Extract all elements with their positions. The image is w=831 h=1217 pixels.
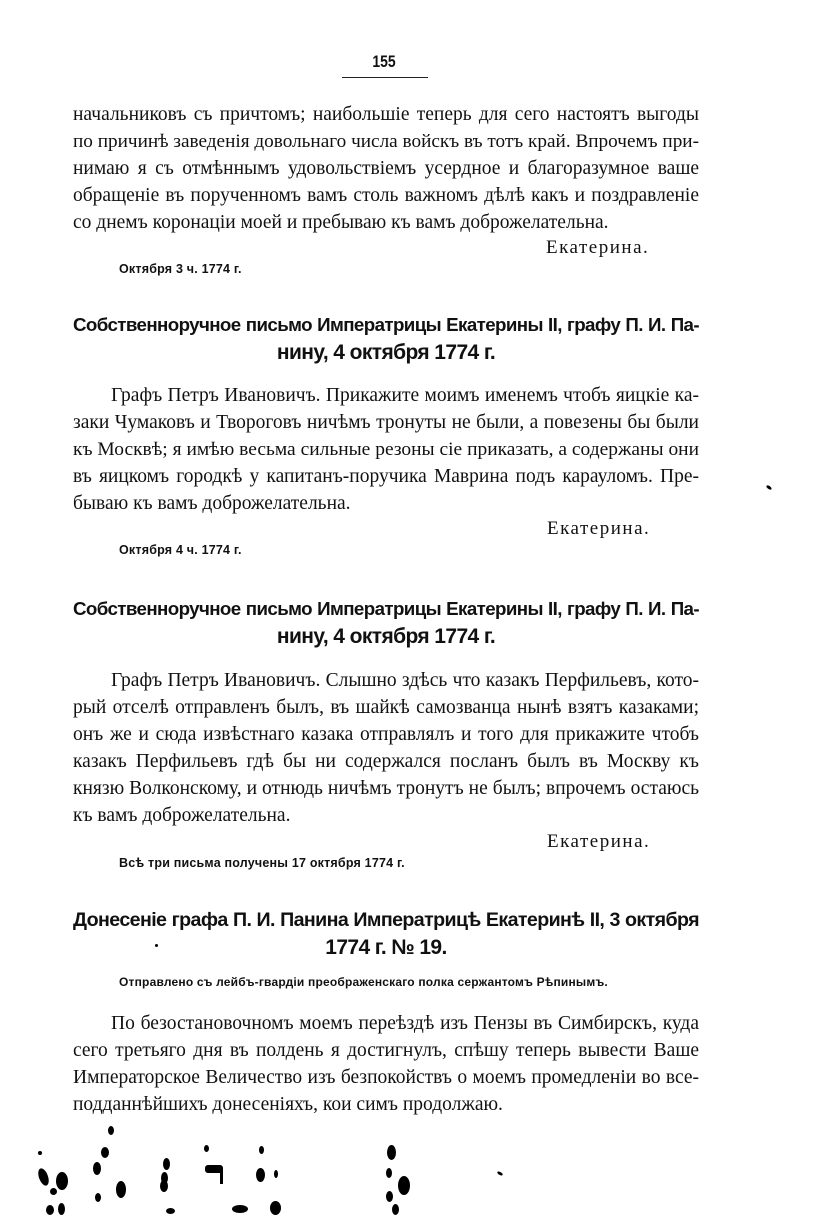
text-line: къ вамъ доброжелательна. — [73, 805, 291, 826]
ink-blot — [387, 1145, 396, 1160]
continuation-paragraph — [73, 101, 699, 236]
ink-blot — [108, 1126, 114, 1135]
text-line: къ Москвѣ; я имѣю весьма сильные резоны сіе приказать, а содержаны они — [73, 439, 699, 460]
signature: Екатерина. — [547, 831, 651, 852]
heading-line: Донесеніе графа П. И. Панина Императрицѣ Екатеринѣ II, 3 октября — [73, 909, 699, 931]
ink-blot — [386, 1191, 393, 1202]
text-line: рый отселѣ отправленъ былъ, въ шайкѣ самозванца нынѣ взятъ казаками; — [73, 697, 699, 718]
ink-blot — [270, 1201, 281, 1215]
ink-blot — [398, 1176, 410, 1195]
date-note: Октября 4 ч. 1774 г. — [119, 543, 242, 557]
ink-blot — [46, 1205, 54, 1215]
text-line: подданнѣйшихъ донесеніяхъ, кои симъ продолжаю. — [73, 1094, 503, 1115]
ink-blot — [160, 1180, 168, 1192]
ink-blot — [95, 1193, 101, 1202]
text-line: начальниковъ съ причтомъ; наибольшіе теперь для сего настоятъ выгоды — [73, 104, 699, 125]
ink-blot — [274, 1170, 278, 1178]
signature: Екатерина. — [547, 518, 651, 539]
ink-blot — [93, 1162, 101, 1175]
text-line: Графъ Петръ Ивановичъ. Слышно здѣсь что казакъ Перфильевъ, кото- — [111, 670, 699, 691]
ink-blot — [56, 1172, 68, 1190]
text-line: нимаю я съ отмѣннымъ удовольствіемъ усердное и благоразумное ваше — [73, 158, 699, 179]
text-line: князю Волконскому, и отнюдь ничѣмъ тронутъ не былъ; впрочемъ остаюсь — [73, 778, 699, 799]
ink-blot — [58, 1203, 65, 1215]
text-line: казакъ Перфильевъ гдѣ бы ни содержался посланъ былъ въ Москву къ — [73, 751, 699, 772]
ink-blot — [163, 1158, 170, 1170]
ink-blot — [256, 1168, 265, 1182]
text-line: По безостановочномъ моемъ переѣздѣ изъ Пензы въ Симбирскъ, куда — [111, 1013, 699, 1034]
text-line: сего третьяго дня въ полдень я достигнулъ, спѣшу теперь вывести Ваше — [73, 1040, 699, 1061]
text-line: по причинѣ заведенія довольнаго числа войскъ въ тотъ край. Впрочемъ при- — [73, 131, 699, 152]
ink-blot — [36, 1167, 51, 1187]
ink-blot — [116, 1181, 126, 1198]
heading-line: нину, 4 октября 1774 г. — [276, 341, 496, 364]
text-line: въ яицкомъ городкѣ у капитанъ-поручика Маврина подъ карауломъ. Пре- — [73, 466, 699, 487]
ink-blot — [259, 1146, 264, 1154]
page-number-rule — [342, 77, 428, 78]
ink-speck — [766, 485, 773, 491]
dispatch-note: Отправлено съ лейбъ-гвардіи преображенскаго полка сержантомъ Рѣпинымъ. — [119, 975, 608, 989]
ink-blot — [392, 1204, 399, 1215]
ink-blot — [101, 1147, 109, 1158]
ink-blot — [166, 1208, 175, 1214]
text-line: Графъ Петръ Ивановичъ. Прикажите моимъ именемъ чтобъ яицкіе ка- — [111, 385, 699, 406]
date-note: Всѣ три письма получены 17 октября 1774 г. — [119, 856, 405, 870]
letter-body — [73, 382, 699, 517]
section-heading — [73, 311, 699, 367]
heading-line: Собственноручное письмо Императрицы Екатерины II, графу П. И. Па- — [73, 314, 699, 335]
section-heading — [73, 906, 699, 962]
heading-line: нину, 4 октября 1774 г. — [276, 625, 496, 648]
ink-blot — [386, 1168, 392, 1178]
heading-line: 1774 г. № 19. — [325, 936, 447, 959]
date-note: Октября 3 ч. 1774 г. — [119, 262, 242, 276]
text-line: со днемъ коронаціи моей и пребываю къ вамъ доброжелательна. — [73, 212, 609, 233]
ink-blot — [220, 1168, 223, 1184]
ink-speck — [497, 1171, 504, 1177]
text-line: обращеніе въ порученномъ вамъ столь важномъ дѣлѣ какъ и поздравленіе — [73, 185, 699, 206]
ink-blot — [50, 1188, 57, 1195]
signature: Екатерина. — [546, 237, 650, 258]
page-number: 155 — [372, 52, 396, 71]
ink-speck — [155, 944, 158, 947]
ink-blot — [204, 1145, 209, 1152]
letter-body — [73, 667, 699, 829]
ink-blot — [232, 1205, 248, 1213]
text-line: заки Чумаковъ и Твороговъ ничѣмъ тронуты не были, а повезены бы были — [73, 412, 699, 433]
section-heading — [73, 595, 699, 651]
text-line: онъ же и сюда извѣстнаго казака отправлялъ и того для прикажите чтобъ — [73, 724, 699, 745]
text-line: бываю къ вамъ доброжелательна. — [73, 493, 351, 514]
heading-line: Собственноручное письмо Императрицы Екатерины II, графу П. И. Па- — [73, 598, 699, 619]
report-body — [73, 1010, 699, 1118]
text-line: Императорское Величество изъ безпокойствъ о моемъ промедленіи во все- — [73, 1067, 699, 1088]
ink-blot — [38, 1151, 42, 1155]
